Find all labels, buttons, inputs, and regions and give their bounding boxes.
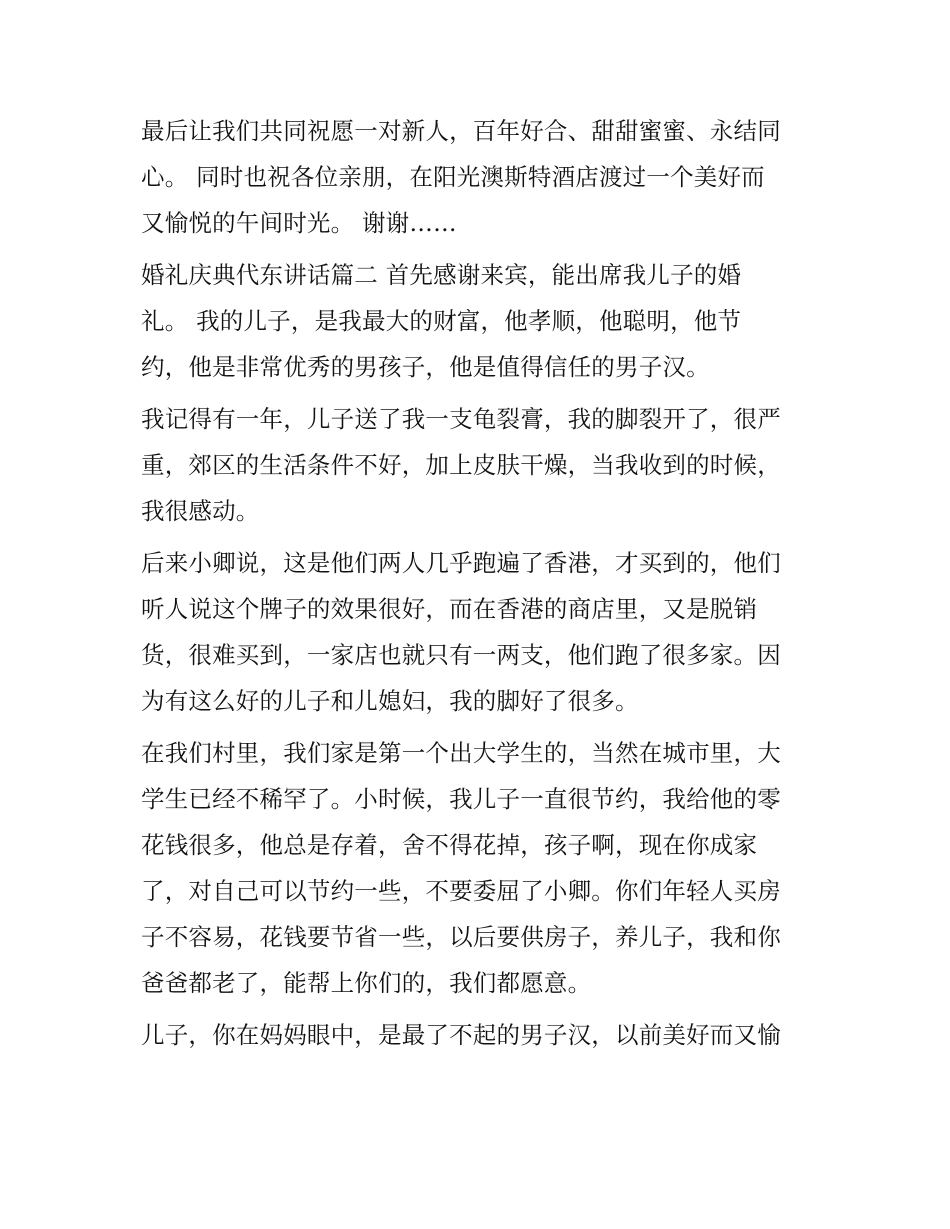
text-line: 儿子，你在妈妈眼中，是最了不起的男子汉，以前美好而又愉	[141, 1021, 781, 1049]
text-line: 我记得有一年，儿子送了我一支龟裂膏，我的脚裂开了，很严	[141, 405, 781, 433]
text-line: 了，对自己可以节约一些，不要委屈了小卿。你们年轻人买房	[141, 877, 781, 905]
text-line: 为有这么好的儿子和儿媳妇，我的脚好了很多。	[141, 687, 639, 715]
text-line: 爸爸都老了，能帮上你们的，我们都愿意。	[141, 969, 592, 997]
text-line: 约，他是非常优秀的男孩子，他是值得信任的男子汉。	[141, 353, 710, 381]
text-line: 心。 同时也祝各位亲朋，在阳光澳斯特酒店渡过一个美好而	[141, 163, 765, 191]
text-line: 后来小卿说，这是他们两人几乎跑遍了香港，才买到的，他们	[141, 549, 781, 577]
text-line: 礼。 我的儿子，是我最大的财富，他孝顺，他聪明，他节	[141, 307, 742, 335]
text-line: 听人说这个牌子的效果很好，而在香港的商店里，又是脱销	[141, 595, 758, 623]
text-line: 又愉悦的午间时光。 谢谢……	[141, 209, 457, 237]
text-line: 在我们村里，我们家是第一个出大学生的，当然在城市里，大	[141, 739, 781, 767]
text-line: 学生已经不稀罕了。小时候，我儿子一直很节约，我给他的零	[141, 785, 781, 813]
text-line: 货，很难买到，一家店也就只有一两支，他们跑了很多家。因	[141, 641, 781, 669]
text-line: 我很感动。	[141, 497, 260, 525]
text-line: 子不容易，花钱要节省一些，以后要供房子，养儿子，我和你	[141, 923, 781, 951]
document-body	[141, 108, 821, 1058]
text-line: 最后让我们共同祝愿一对新人，百年好合、甜甜蜜蜜、永结同	[141, 117, 781, 145]
text-line: 婚礼庆典代东讲话篇二 首先感谢来宾，能出席我儿子的婚	[141, 261, 742, 289]
text-line: 花钱很多，他总是存着，舍不得花掉，孩子啊，现在你成家	[141, 831, 758, 859]
text-line: 重，郊区的生活条件不好，加上皮肤干燥，当我收到的时候，	[141, 451, 781, 479]
